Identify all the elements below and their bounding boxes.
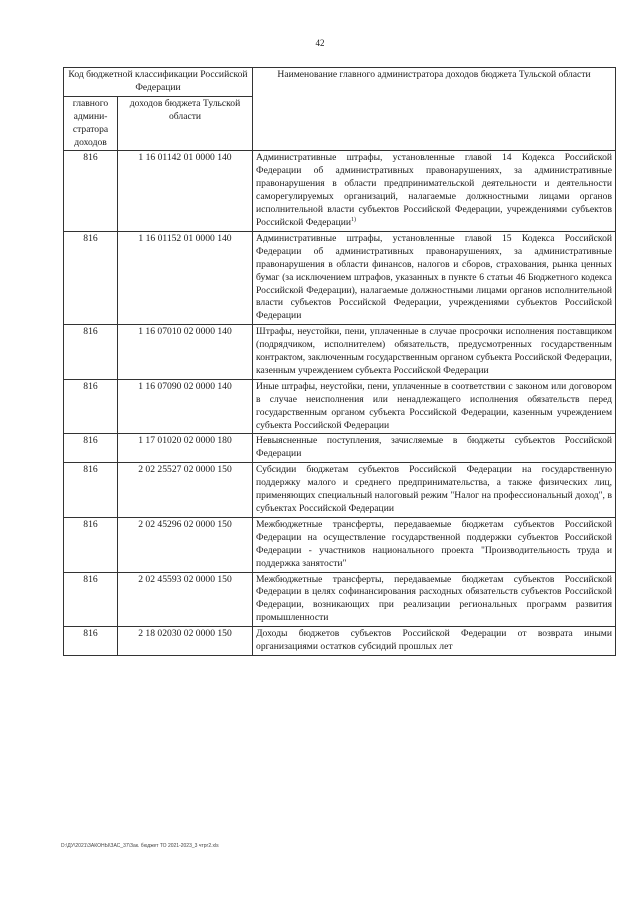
header-classification-code: Код бюджетной классификации Российской Федерации [64,68,253,97]
file-path-footer: D:\ДУ\2021\ЗАКОНЫ\ЗАС_37\Зак. бюджет ТО 2021-2023_3 чтрг2.xls [61,843,219,849]
table-row [64,379,616,434]
income-name-cell [253,231,616,324]
admin-code-cell: 816 [64,517,118,572]
table-row [64,151,616,231]
table-body [64,151,616,656]
income-name-text: Доходы бюджетов субъектов Российской Федерации от возврата иными организациями остатков субсидий прошлых лет [256,628,613,653]
income-code-cell: 1 17 01020 02 0000 180 [118,434,253,463]
income-name-text: Иные штрафы, неустойки, пени, уплаченные в соответствии с законом или договором в случае неисполнения или ненадлежащего исполнения обязательств перед государственным органом субъекта Российской Федерации, казенным учреждением субъекта Российской Федерации [256,380,613,431]
income-name-cell [253,572,616,627]
income-name-text: Межбюджетные трансферты, передаваемые бюджетам субъектов Российской Федерации в целях софинансирования расходных обязательств субъектов Российской Федерации, возникающих при реализации региональных программ развития промышленности [256,573,613,624]
income-name-text: Административные штрафы, установленные главой 14 Кодекса Российской Федерации об административных правонарушениях, за административные правонарушения в области предпринимательской деятельности и деятельности саморегулируемых организаций, налагаемые должностными лицами органов исполнительной власти субъектов Российской Федерации, учреждениями субъектов Российской Федерации [256,152,613,228]
table-row [64,517,616,572]
income-code-cell: 2 02 25527 02 0000 150 [118,463,253,518]
income-name-cell [253,379,616,434]
admin-code-cell: 816 [64,463,118,518]
income-code-cell: 2 02 45296 02 0000 150 [118,517,253,572]
table-row [64,325,616,380]
table-row [64,572,616,627]
admin-code-cell: 816 [64,379,118,434]
income-name-text: Штрафы, неустойки, пени, уплаченные в случае просрочки исполнения поставщиком (подрядчиком, исполнителем) обязательств, предусмотренных государственным контрактом, заключенным государственным органом субъекта Российской Федерации, казенным учреждением субъекта Российской Федерации [256,326,613,376]
income-name-cell [253,463,616,518]
admin-code-cell: 816 [64,627,118,656]
admin-code-cell: 816 [64,325,118,380]
header-budget-income: доходов бюджета Тульской области [118,96,253,151]
income-code-cell: 1 16 01142 01 0000 140 [118,151,253,231]
income-code-cell: 1 16 07010 02 0000 140 [118,325,253,380]
income-name-text: Административные штрафы, установленные главой 15 Кодекса Российской Федерации об административных правонарушениях, за административные правонарушения в области финансов, налогов и сборов, страхования, рынка ценных бумаг (за исключением штрафов, указанных в пункте 6 статьи 46 Бюджетного кодекса Российской Федерации), налагаемые должностными лицами органов исполнительной власти субъектов Российской Федерации, учреждениями субъектов Российской Федерации [256,232,613,322]
footnote-marker: 1) [351,216,357,223]
header-main-administrator: главного админи-стратора доходов [64,96,118,151]
income-name-cell [253,151,616,231]
income-name-text: Невыясненные поступления, зачисляемые в бюджеты субъектов Российской Федерации [256,435,613,460]
admin-code-cell: 816 [64,434,118,463]
table-row [64,231,616,324]
income-name-cell [253,434,616,463]
income-code-cell: 1 16 01152 01 0000 140 [118,231,253,324]
admin-code-cell: 816 [64,151,118,231]
budget-classification-table [63,67,616,656]
table-row [64,434,616,463]
header-administrator-name: Наименование главного администратора доходов бюджета Тульской области [253,68,616,151]
income-code-cell: 2 18 02030 02 0000 150 [118,627,253,656]
income-name-cell [253,517,616,572]
income-code-cell: 2 02 45593 02 0000 150 [118,572,253,627]
income-name-text: Субсидии бюджетам субъектов Российской Федерации на государственную поддержку малого и среднего предпринимательства, а также физических лиц, применяющих специальный налоговый режим "Налог на профессиональный доход", в субъектах Российской Федерации [256,464,613,514]
admin-code-cell: 816 [64,231,118,324]
table-row [64,627,616,656]
income-name-cell [253,627,616,656]
income-code-cell: 1 16 07090 02 0000 140 [118,379,253,434]
table-row [64,463,616,518]
income-name-text: Межбюджетные трансферты, передаваемые бюджетам субъектов Российской Федерации на осуществление государственной поддержки субъектов Российской Федерации - участников национального проекта "Производительность труда и поддержка занятости" [256,518,613,569]
admin-code-cell: 816 [64,572,118,627]
table-header-row [64,68,616,97]
income-name-cell [253,325,616,380]
page-number: 42 [315,38,325,48]
